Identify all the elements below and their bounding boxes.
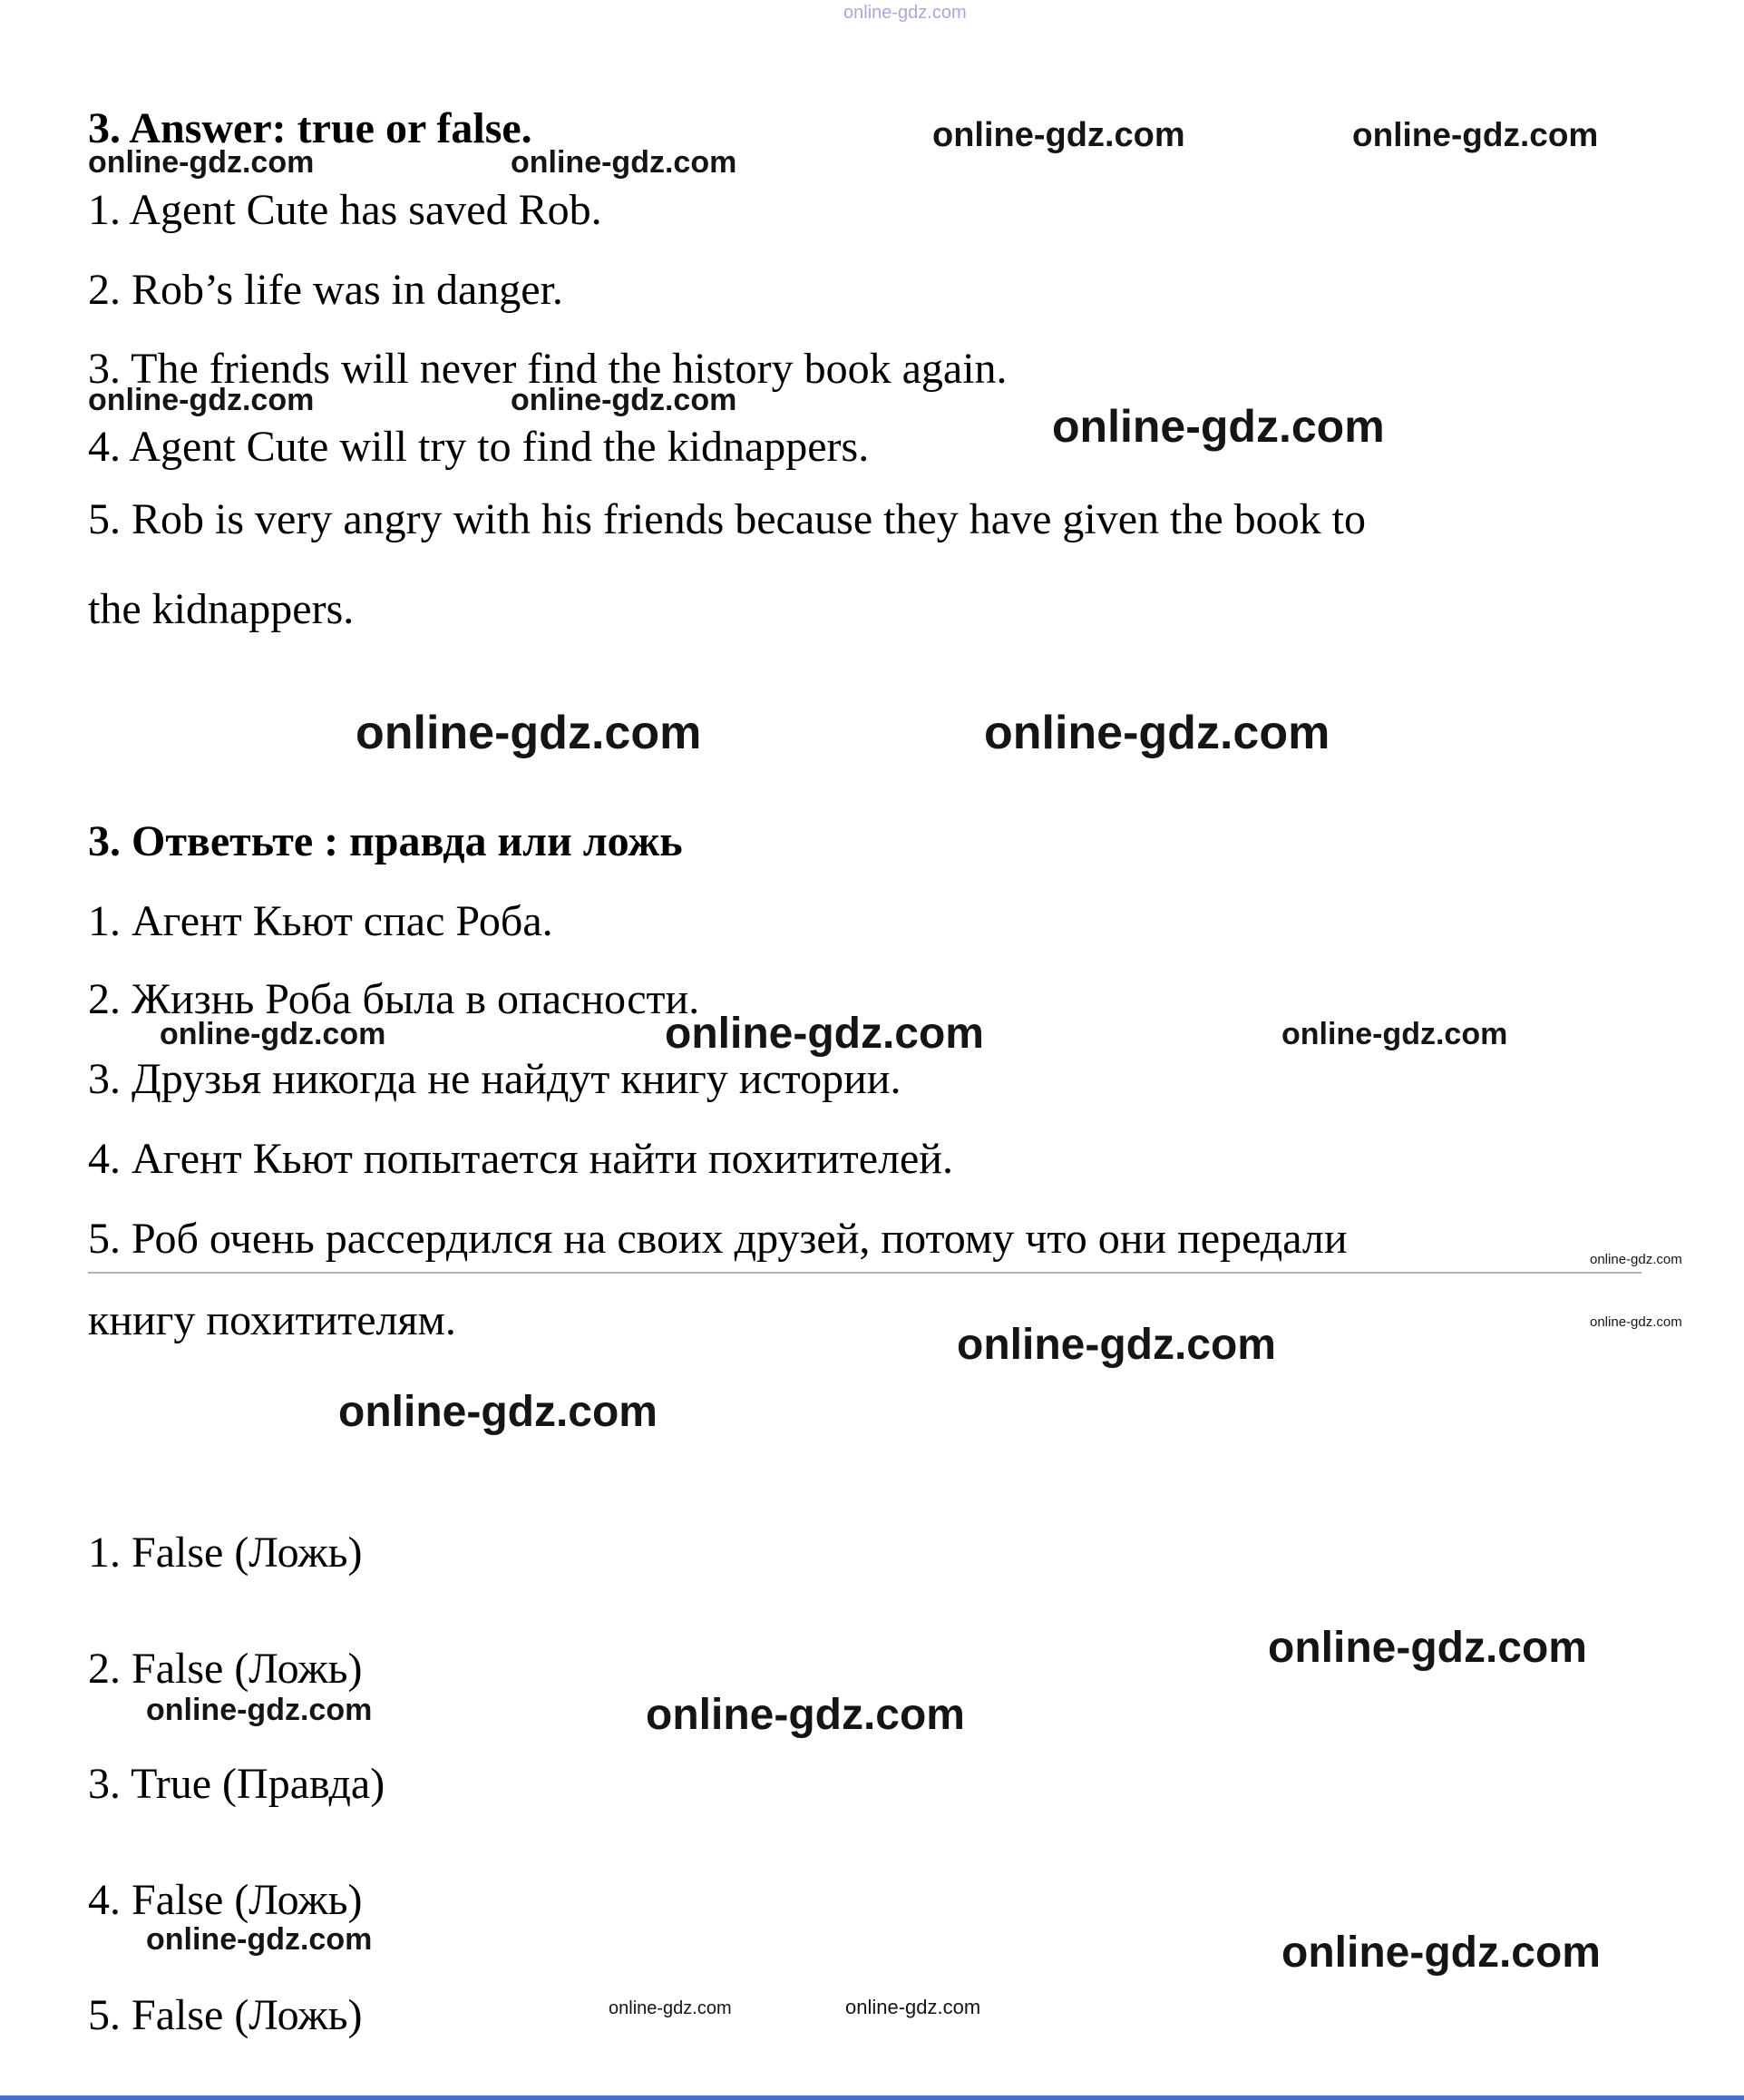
watermark-text: online-gdz.com (511, 383, 737, 417)
watermark-text: online-gdz.com (338, 1388, 658, 1436)
answer-4: 4. False (Ложь) (88, 1876, 363, 1924)
answer-1: 1. False (Ложь) (88, 1529, 363, 1577)
russian-item-2: 2. Жизнь Роба была в опасности. (88, 975, 700, 1023)
watermark-text: online-gdz.com (1590, 1252, 1682, 1267)
watermark-text: online-gdz.com (665, 1010, 984, 1058)
watermark-text: online-gdz.com (984, 707, 1330, 759)
russian-item-5-line-2: книгу похитителям. (88, 1296, 456, 1344)
watermark-text: online-gdz.com (1352, 116, 1599, 153)
english-item-1: 1. Agent Cute has saved Rob. (88, 186, 602, 234)
watermark-text: online-gdz.com (511, 145, 737, 180)
watermark-text: online-gdz.com (1590, 1314, 1682, 1330)
watermark-text: online-gdz.com (646, 1691, 965, 1739)
watermark-text: online-gdz.com (845, 1996, 981, 2018)
english-item-5-line-2: the kidnappers. (88, 585, 355, 633)
answer-5: 5. False (Ложь) (88, 1991, 363, 2039)
answer-2: 2. False (Ложь) (88, 1645, 363, 1693)
thin-divider-rule (88, 1272, 1642, 1274)
watermark-text: online-gdz.com (160, 1017, 386, 1051)
watermark-text: online-gdz.com (1281, 1929, 1601, 1977)
english-heading: 3. Answer: true or false. (88, 104, 532, 152)
russian-item-1: 1. Агент Кьют спас Роба. (88, 897, 553, 945)
watermark-text: online-gdz.com (88, 383, 315, 417)
watermark-text: online-gdz.com (1268, 1624, 1587, 1672)
answer-3: 3. True (Правда) (88, 1760, 385, 1808)
russian-heading: 3. Ответьте : правда или ложь (88, 817, 683, 865)
watermark-text: online-gdz.com (146, 1693, 373, 1727)
russian-item-5-line-1: 5. Роб очень рассердился на своих друзей, потому что они передали (88, 1215, 1348, 1263)
watermark-text: online-gdz.com (356, 707, 702, 759)
english-item-5-line-1: 5. Rob is very angry with his friends because they have given the book to (88, 495, 1367, 543)
english-item-3: 3. The friends will never find the history book again. (88, 345, 1008, 393)
english-item-2: 2. Rob’s life was in danger. (88, 266, 563, 314)
watermark-text: online-gdz.com (1052, 401, 1385, 452)
russian-item-4: 4. Агент Кьют попытается найти похитителей. (88, 1135, 953, 1183)
watermark-text: online-gdz.com (843, 3, 967, 23)
russian-item-3: 3. Друзья никогда не найдут книгу истории. (88, 1055, 901, 1103)
watermark-text: online-gdz.com (146, 1922, 373, 1957)
watermark-text: online-gdz.com (1281, 1017, 1508, 1051)
english-item-4: 4. Agent Cute will try to find the kidnappers. (88, 423, 870, 471)
footer-rule (0, 2095, 1744, 2100)
watermark-text: online-gdz.com (609, 1998, 732, 2018)
watermark-text: online-gdz.com (88, 145, 315, 180)
watermark-text: online-gdz.com (932, 116, 1185, 154)
watermark-text: online-gdz.com (957, 1321, 1276, 1369)
